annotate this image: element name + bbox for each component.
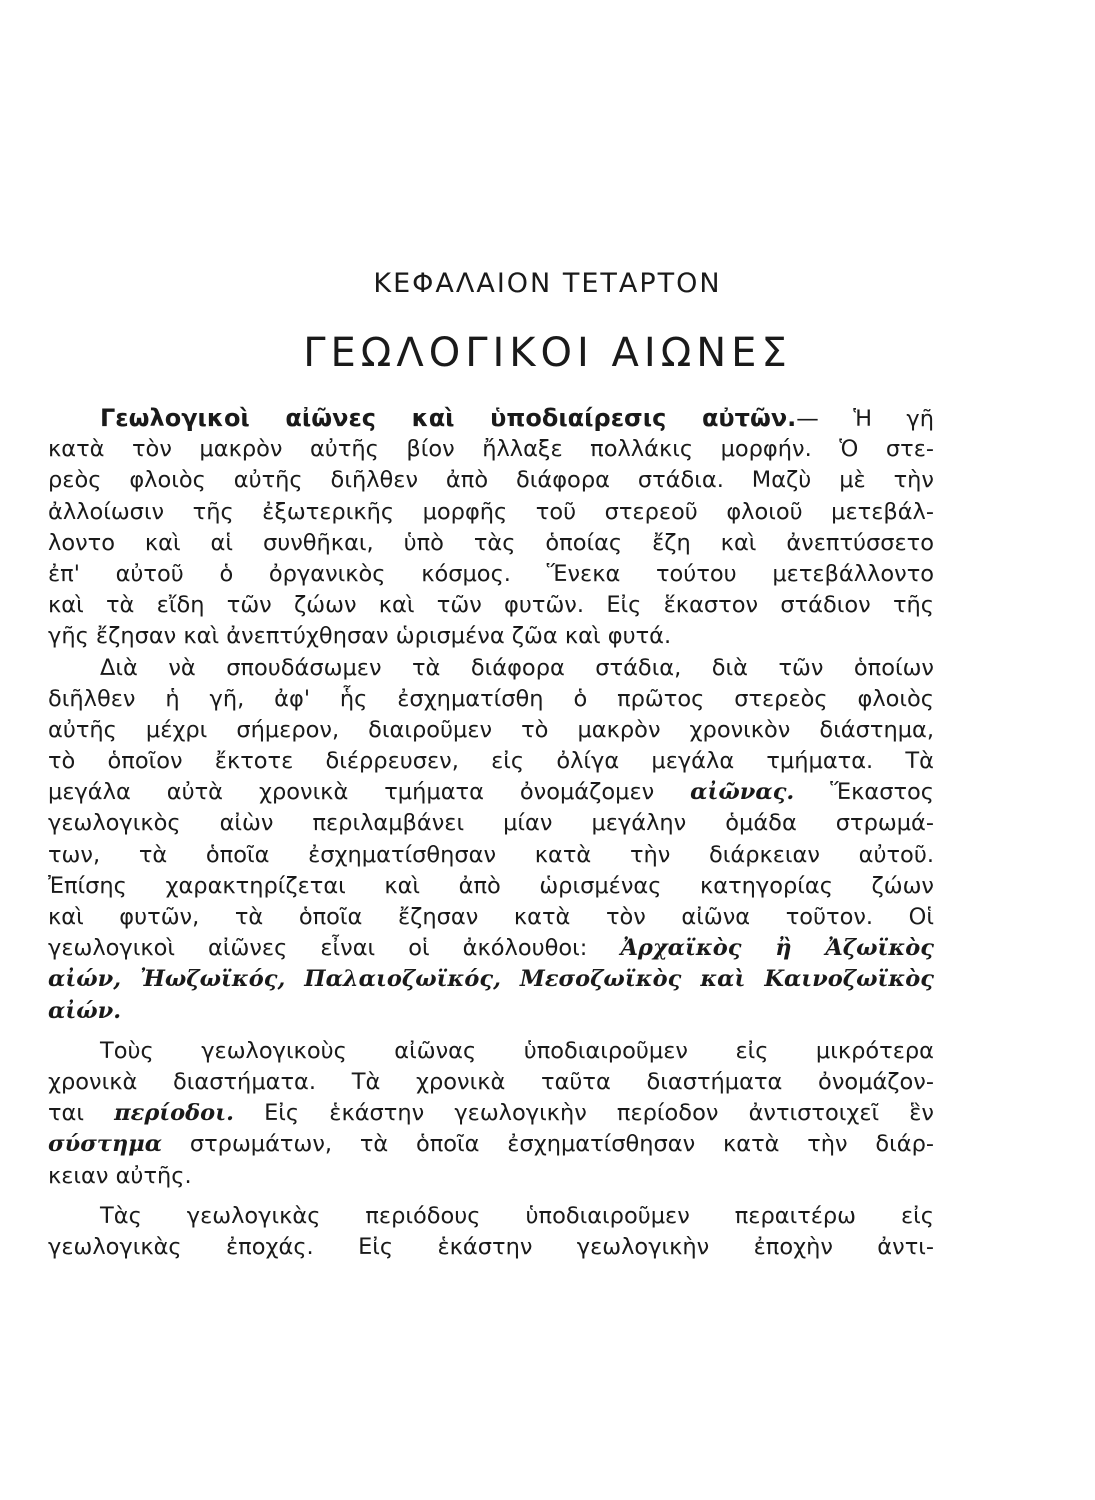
text-line: ἐπ' αὐτοῦ ὁ ὀργανικὸς κόσμος. Ἕνεκα τούτου μετεβάλλοντο [48, 560, 934, 587]
paragraph-1 [48, 403, 934, 653]
term-aionas: αἰῶνας. [690, 779, 795, 806]
term-eons-line: αἰών, Ἠωζωϊκός, Παλαιοζωϊκός, Μεσοζωϊκὸς καὶ Καινοζωϊκὸς [48, 966, 934, 993]
text-line [48, 1098, 934, 1129]
text-line: Ἐπίσης χαρακτηρίζεται καὶ ἀπὸ ὡρισμένας κατηγορίας ζώων [48, 872, 934, 899]
paragraph-3 [48, 1036, 934, 1192]
paragraph-4 [48, 1201, 934, 1263]
paragraph-gap [48, 1027, 934, 1036]
text-line: κατὰ τὸν μακρὸν αὐτῆς βίον ἤλλαξε πολλάκις μορφήν. Ὁ στε- [48, 436, 934, 463]
text-line [48, 1129, 934, 1160]
text-line: Τοὺς γεωλογικοὺς αἰῶνας ὑποδιαιροῦμεν εἰς μικρότερα [100, 1037, 934, 1064]
text-line: γεωλογικὰς ἐποχάς. Εἰς ἑκάστην γεωλογικὴν ἐποχὴν ἀντι- [48, 1233, 934, 1260]
text-line: τὸ ὁποῖον ἔκτοτε διέρρευσεν, εἰς ὀλίγα μεγάλα τμήματα. Τὰ [48, 748, 934, 775]
text-line: κειαν αὐτῆς. [48, 1162, 192, 1189]
paragraph-gap [48, 1192, 934, 1201]
text-span: ται [48, 1100, 115, 1127]
text-line: ρεὸς φλοιὸς αὐτῆς διῆλθεν ἀπὸ διάφορα στάδια. Μαζὺ μὲ τὴν [48, 467, 934, 494]
text-line: γεωλογικὸς αἰὼν περιλαμβάνει μίαν μεγάλην ὁμάδα στρωμά- [48, 810, 934, 837]
section-title: Γεωλογικοὶ αἰῶνες καὶ ὑποδιαίρεσις αὐτῶν. [100, 404, 797, 432]
chapter-title: ΓΕΩΛΟΓΙΚΟΙ ΑΙΩΝΕΣ [303, 330, 792, 376]
text-line: Τὰς γεωλογικὰς περιόδους ὑποδιαιροῦμεν περαιτέρω εἰς [100, 1202, 934, 1229]
term-eons: Ἀρχαϊκὸς ἢ Ἀζωϊκὸς [620, 935, 934, 962]
text-line [48, 933, 934, 964]
chapter-label: ΚΕΦΑΛΑΙΟΝ ΤΕΤΑΡΤΟΝ [373, 268, 722, 299]
text-line: ἀλλοίωσιν τῆς ἐξωτερικῆς μορφῆς τοῦ στερεοῦ φλοιοῦ μετεβάλ- [48, 498, 934, 525]
body-text [48, 403, 934, 1263]
text-line: διῆλθεν ἡ γῆ, ἀφ' ἧς ἐσχηματίσθη ὁ πρῶτος στερεὸς φλοιὸς [48, 685, 934, 712]
text-line [48, 403, 934, 434]
text-line: αὐτῆς μέχρι σήμερον, διαιροῦμεν τὸ μακρὸν χρονικὸν διάστημα, [48, 716, 934, 743]
text-span: στρωμάτων, τὰ ὁποῖα ἐσχηματίσθησαν κατὰ τὴν διάρ- [162, 1131, 934, 1158]
text-line: καὶ φυτῶν, τὰ ὁποῖα ἔζησαν κατὰ τὸν αἰῶνα τοῦτον. Οἱ [48, 904, 934, 930]
text-span: Εἰς ἑκάστην γεωλογικὴν περίοδον ἀντιστοιχεῖ ἓν [233, 1100, 934, 1127]
text-line [48, 777, 934, 808]
text-span: Ἕκαστος [794, 779, 934, 806]
term-periodoi: περίοδοι. [114, 1100, 234, 1127]
term-eons-end: αἰών. [48, 997, 122, 1024]
paragraph-2 [48, 653, 934, 1027]
text-line: των, τὰ ὁποῖα ἐσχηματίσθησαν κατὰ τὴν διάρκειαν αὐτοῦ. [48, 841, 934, 868]
term-systema: σύστημα [48, 1131, 163, 1158]
text-line: χρονικὰ διαστήματα. Τὰ χρονικὰ ταῦτα διαστήματα ὀνομάζον- [48, 1068, 934, 1095]
text-span: γεωλογικοὶ αἰῶνες εἶναι οἱ ἀκόλουθοι: [48, 935, 621, 962]
text-span: — Ἡ γῆ [796, 406, 934, 432]
text-line: λοντο καὶ αἱ συνθῆκαι, ὑπὸ τὰς ὁποίας ἔζη καὶ ἀνεπτύσσετο [48, 529, 934, 556]
text-span: μεγάλα αὐτὰ χρονικὰ τμήματα ὀνομάζομεν [48, 779, 691, 806]
text-line: γῆς ἔζησαν καὶ ἀνεπτύχθησαν ὡρισμένα ζῶα καὶ φυτά. [48, 623, 672, 650]
text-line: καὶ τὰ εἴδη τῶν ζώων καὶ τῶν φυτῶν. Εἰς ἕκαστον στάδιον τῆς [48, 592, 934, 619]
text-line: Διὰ νὰ σπουδάσωμεν τὰ διάφορα στάδια, διὰ τῶν ὁποίων [100, 654, 934, 681]
